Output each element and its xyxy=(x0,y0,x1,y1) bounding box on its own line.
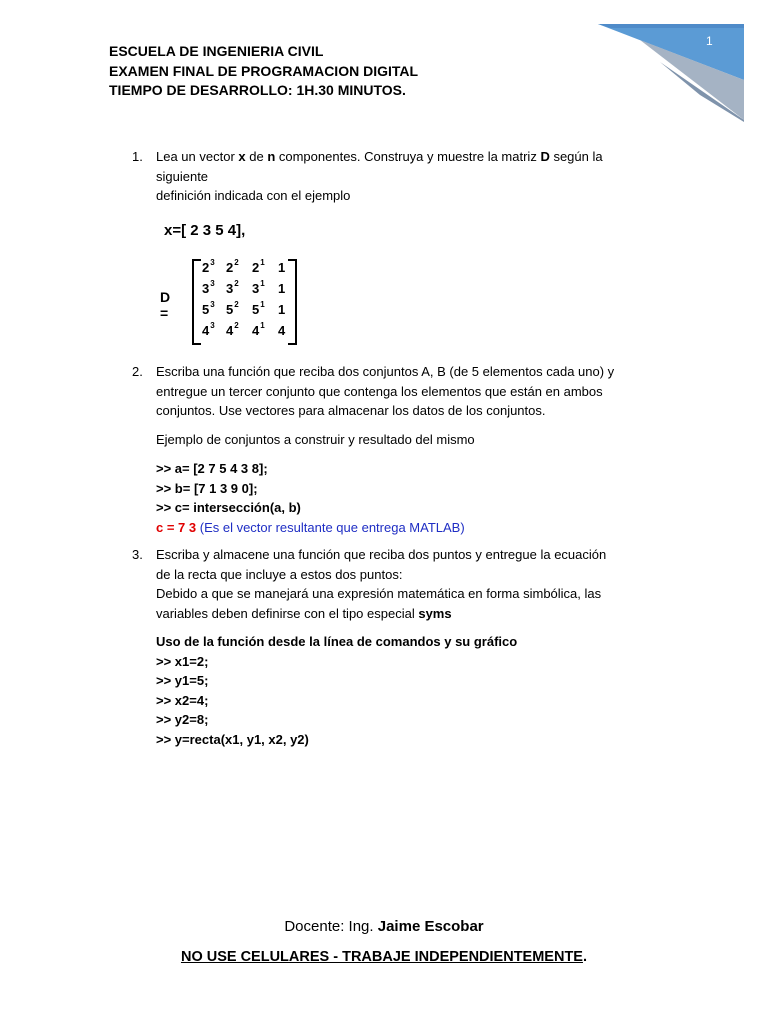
text: Debido a que se manejará una expresión matemática en forma simbólica, las xyxy=(156,586,602,601)
matrix-cell xyxy=(226,302,239,317)
question-number: 2. xyxy=(132,364,143,379)
matrix-d-label: D = xyxy=(160,289,171,321)
matrix-base: 5 xyxy=(226,302,234,317)
matrix-exponent: 1 xyxy=(260,258,265,267)
teacher-name: Jaime Escobar xyxy=(377,918,484,935)
header-exam: EXAMEN FINAL DE PROGRAMACION DIGITAL xyxy=(109,62,419,79)
matrix-exponent: 2 xyxy=(234,258,239,267)
text: componentes. Construya y muestre la matriz xyxy=(275,149,541,164)
code-line: >> y1=5; xyxy=(156,673,209,688)
matrix-base: 4 xyxy=(252,323,260,338)
question-number: 1. xyxy=(132,149,143,164)
matrix-base: 5 xyxy=(252,302,260,317)
matrix-base: 1 xyxy=(278,281,286,296)
matrix-base: 2 xyxy=(252,260,260,275)
text: definición indicada con el ejemplo xyxy=(156,188,351,203)
matrix-cell xyxy=(202,281,215,296)
matrix-right-bracket xyxy=(288,259,297,345)
matrix-base: 1 xyxy=(278,302,286,317)
example-label: Ejemplo de conjuntos a construir y resultado del mismo xyxy=(156,432,475,447)
text: D xyxy=(540,149,550,164)
text: syms xyxy=(418,605,452,621)
text: n xyxy=(267,149,276,164)
matrix-base: 4 xyxy=(226,323,234,338)
matrix-exponent: 2 xyxy=(234,279,239,288)
question-number: 3. xyxy=(132,547,143,562)
matrix-exponent: 2 xyxy=(234,300,239,309)
text: de xyxy=(245,149,268,164)
text: entregue un tercer conjunto que contenga los elementos que están en ambos xyxy=(156,383,603,399)
matrix-cell xyxy=(226,323,239,338)
text: Docente: Ing. xyxy=(284,918,378,935)
matrix-base: 5 xyxy=(202,302,210,317)
matrix-cell xyxy=(278,281,285,296)
usage-label: Uso de la función desde la línea de comandos y su gráfico xyxy=(156,634,518,649)
question-text xyxy=(156,362,656,421)
matrix-cell xyxy=(252,260,265,275)
matrix-exponent: 3 xyxy=(210,300,215,309)
matrix-exponent: 3 xyxy=(210,279,215,288)
matrix-base: 4 xyxy=(202,323,210,338)
matrix-exponent: 1 xyxy=(260,279,265,288)
matrix-cell xyxy=(252,281,265,296)
code-line: >> b= [7 1 3 9 0]; xyxy=(156,480,258,496)
matrix-base: 4 xyxy=(278,323,286,338)
text: variables deben definirse con el tipo especial xyxy=(156,605,419,621)
code-block-2 xyxy=(156,459,465,537)
matrix-cell xyxy=(202,323,215,338)
text: x xyxy=(238,149,246,164)
matrix-cell xyxy=(202,302,215,317)
code-line: >> a= [2 7 5 4 3 8]; xyxy=(156,461,268,476)
code-line: >> y2=8; xyxy=(156,712,209,727)
text: siguiente xyxy=(156,168,209,184)
text: Escriba una función que reciba dos conjuntos A, B (de 5 elementos cada uno) y xyxy=(156,364,615,379)
text: . xyxy=(582,949,588,965)
code-line: >> c= intersección(a, b) xyxy=(156,500,301,515)
matrix-exponent: 2 xyxy=(234,321,239,330)
text: de la recta que incluye a estos dos puntos: xyxy=(156,566,403,582)
matrix-exponent: 1 xyxy=(260,300,265,309)
footer-teacher xyxy=(0,918,768,935)
matrix-exponent: 3 xyxy=(210,258,215,267)
code-block-3 xyxy=(156,632,517,749)
matrix-base: 2 xyxy=(226,260,234,275)
result-value: c = 7 3 xyxy=(156,519,197,535)
matrix-base: 3 xyxy=(226,281,234,296)
matrix-cell xyxy=(226,260,239,275)
matrix-left-bracket xyxy=(192,259,201,345)
warning-text: NO USE CELULARES - TRABAJE INDEPENDIENTEMENTE xyxy=(180,949,583,965)
code-line: >> y=recta(x1, y1, x2, y2) xyxy=(156,731,309,747)
matrix-cell xyxy=(252,302,265,317)
code-result xyxy=(156,518,465,538)
matrix-cell xyxy=(278,302,285,317)
matrix-exponent: 1 xyxy=(260,321,265,330)
footer-warning xyxy=(0,949,768,965)
vector-x-example: x=[ 2 3 5 4], xyxy=(164,222,246,239)
matrix-base: 3 xyxy=(202,281,210,296)
matrix-cell xyxy=(226,281,239,296)
matrix-cell xyxy=(278,323,285,338)
header-school: ESCUELA DE INGENIERIA CIVIL xyxy=(109,43,324,59)
question-text xyxy=(156,545,656,623)
matrix-cell xyxy=(278,260,285,275)
matrix-cell xyxy=(202,260,215,275)
text: Escriba y almacene una función que reciba dos puntos y entregue la ecuación xyxy=(156,547,607,562)
text: conjuntos. Use vectores para almacenar los datos de los conjuntos. xyxy=(156,403,546,418)
text: Lea un vector xyxy=(156,149,239,164)
page-number: 1 xyxy=(706,34,713,48)
code-line: >> x2=4; xyxy=(156,692,209,708)
matrix-base: 2 xyxy=(202,260,210,275)
matrix-base: 1 xyxy=(278,260,286,275)
text: según la xyxy=(549,149,603,164)
matrix-base: 3 xyxy=(252,281,260,296)
question-text xyxy=(156,147,656,206)
code-line: >> x1=2; xyxy=(156,653,209,669)
matrix-exponent: 3 xyxy=(210,321,215,330)
document-header xyxy=(109,42,418,101)
result-note: (Es el vector resultante que entrega MATLAB) xyxy=(196,519,465,535)
matrix-cell xyxy=(252,323,265,338)
header-time: TIEMPO DE DESARROLLO: 1H.30 MINUTOS. xyxy=(109,82,406,98)
